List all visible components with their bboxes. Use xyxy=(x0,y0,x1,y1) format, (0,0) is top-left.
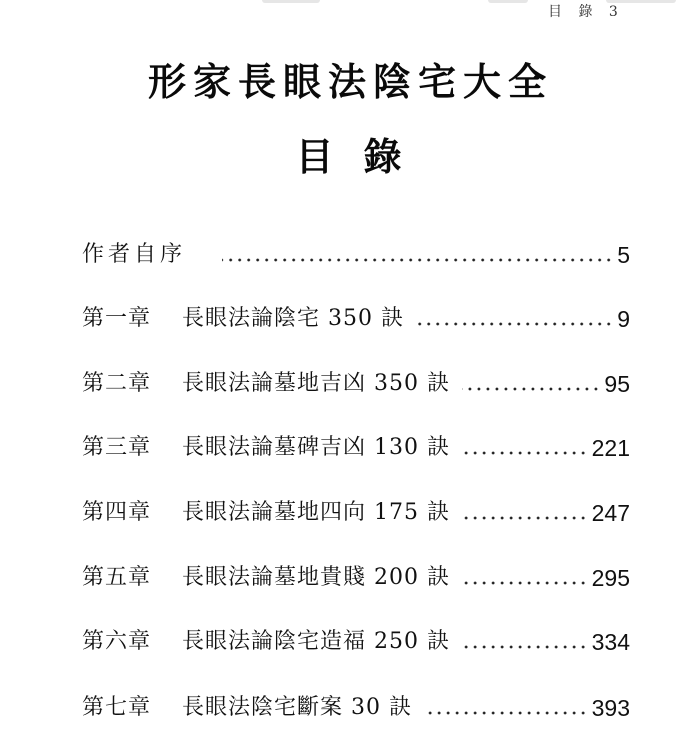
toc-leader-dots xyxy=(462,441,588,455)
toc-page-number: 221 xyxy=(591,435,630,461)
toc-entry-title: 作者自序 xyxy=(82,242,187,267)
toc-entry-chapter-2[interactable] xyxy=(82,365,630,399)
toc-page-number: 247 xyxy=(591,500,630,526)
toc-entry-title: 長眼法論墓地四向 175 訣 xyxy=(182,500,450,525)
toc-page-number: 334 xyxy=(591,629,630,655)
toc-chapter-label: 第三章 xyxy=(82,435,152,460)
toc-entry-title: 長眼法論墓地吉凶 350 訣 xyxy=(182,371,450,396)
toc-entry-chapter-6[interactable] xyxy=(82,623,630,657)
running-header: 目 錄 3 xyxy=(548,4,624,20)
toc-page-number: 9 xyxy=(617,306,630,332)
toc-entry-preface[interactable] xyxy=(82,236,630,270)
toc-leader-dots xyxy=(424,701,588,715)
toc-entry-chapter-3[interactable] xyxy=(82,429,630,463)
toc-leader-dots xyxy=(416,312,613,326)
toc-entry-chapter-4[interactable] xyxy=(82,494,630,528)
toc-page-number: 393 xyxy=(591,695,630,721)
toc-chapter-label: 第四章 xyxy=(82,500,152,525)
toc-entry-title: 長眼法論陰宅造福 250 訣 xyxy=(182,629,450,654)
scan-artifact xyxy=(488,0,528,3)
toc-leader-dots xyxy=(462,506,588,520)
toc-entry-title: 長眼法論墓地貴賤 200 訣 xyxy=(182,565,450,590)
toc-leader-dots xyxy=(462,571,588,585)
toc-chapter-label: 第二章 xyxy=(82,371,152,396)
toc-entry-chapter-1[interactable] xyxy=(82,300,630,334)
toc-entry-chapter-7[interactable] xyxy=(82,689,630,723)
toc-page-number: 5 xyxy=(617,242,630,268)
toc-entry-chapter-5[interactable] xyxy=(82,559,630,593)
toc-page-number: 295 xyxy=(591,565,630,591)
toc-chapter-label: 第一章 xyxy=(82,306,152,331)
toc-page-number: 95 xyxy=(604,371,630,397)
toc-leader-dots xyxy=(462,635,588,649)
toc-leader-dots xyxy=(222,248,613,262)
toc-entry-title: 長眼法陰宅斷案 30 訣 xyxy=(182,695,412,720)
toc-chapter-label: 第六章 xyxy=(82,629,152,654)
book-title: 形家長眼法陰宅大全 xyxy=(147,59,553,104)
toc-chapter-label: 第五章 xyxy=(82,565,152,590)
scan-artifact xyxy=(262,0,320,3)
toc-entry-title: 長眼法論墓碑吉凶 130 訣 xyxy=(182,435,450,460)
section-title: 目錄 xyxy=(295,134,432,179)
toc-entry-title: 長眼法論陰宅 350 訣 xyxy=(182,306,404,331)
toc-leader-dots xyxy=(462,377,600,391)
toc-chapter-label: 第七章 xyxy=(82,695,152,720)
